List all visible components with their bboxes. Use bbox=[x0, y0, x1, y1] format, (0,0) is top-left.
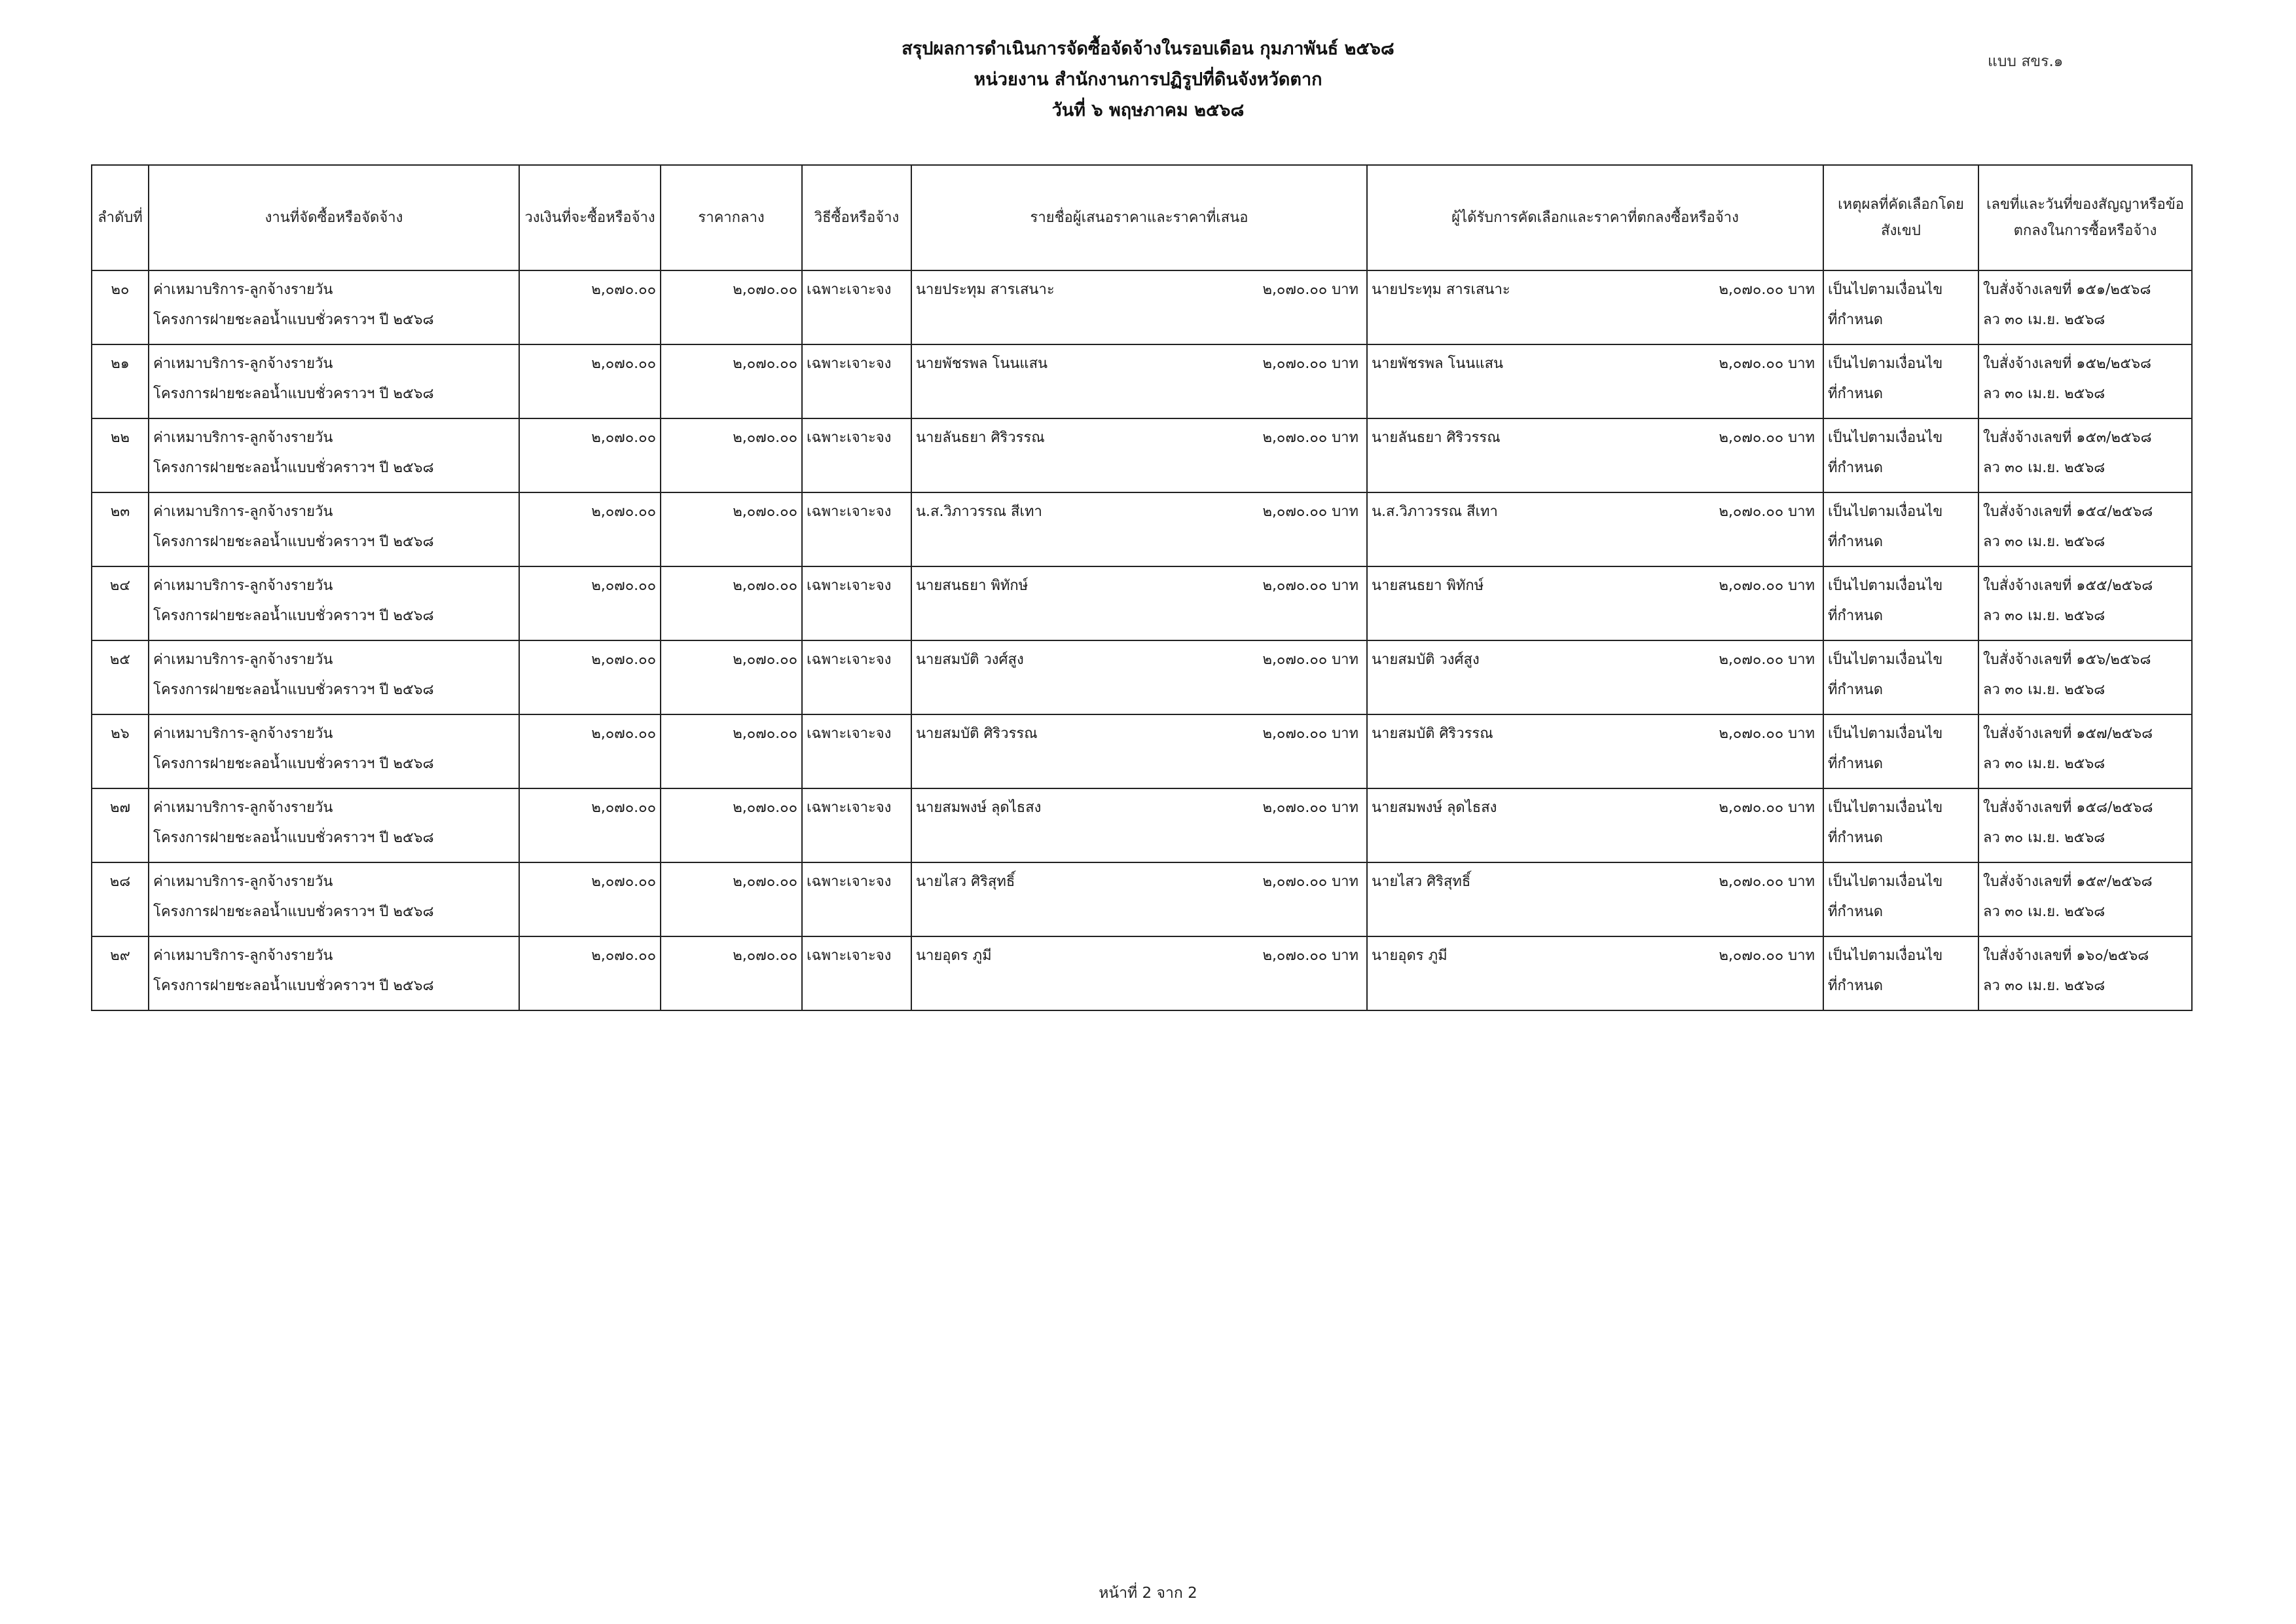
cell-reason bbox=[1823, 640, 1978, 714]
row-number: ๒๙ bbox=[110, 948, 130, 964]
winner-price: ๒,๐๗๐.๐๐ บาท bbox=[1719, 430, 1815, 446]
method-value: เฉพาะเจาะจง bbox=[807, 874, 892, 890]
cell-work bbox=[149, 788, 519, 862]
cell-contract bbox=[1978, 566, 2192, 640]
reason-line-2: ที่กำหนด bbox=[1828, 534, 1884, 550]
contract-number: ใบสั่งจ้างเลขที่ ๑๕๕/๒๕๖๘ bbox=[1983, 578, 2153, 594]
work-project: โครงการฝายชะลอน้ำแบบชั่วคราวฯ ปี ๒๕๖๘ bbox=[153, 682, 434, 698]
reason-line-2: ที่กำหนด bbox=[1828, 904, 1884, 920]
bidder-price: ๒,๐๗๐.๐๐ บาท bbox=[1262, 578, 1358, 594]
budget-value: ๒,๐๗๐.๐๐ bbox=[591, 726, 656, 742]
page-number: หน้าที่ 2 จาก 2 bbox=[1099, 1585, 1197, 1602]
contract-number: ใบสั่งจ้างเลขที่ ๑๕๒/๒๕๖๘ bbox=[1983, 356, 2152, 372]
work-project: โครงการฝายชะลอน้ำแบบชั่วคราวฯ ปี ๒๕๖๘ bbox=[153, 534, 434, 550]
table-row bbox=[92, 936, 2192, 1010]
bidder-price: ๒,๐๗๐.๐๐ บาท bbox=[1262, 948, 1358, 964]
budget-value: ๒,๐๗๐.๐๐ bbox=[591, 800, 656, 816]
cell-bidder bbox=[911, 492, 1367, 566]
cell-method bbox=[802, 270, 911, 344]
cell-no bbox=[92, 270, 149, 344]
cell-bidder bbox=[911, 862, 1367, 936]
contract-date: ลว ๓๐ เม.ย. ๒๕๖๘ bbox=[1983, 608, 2105, 624]
work-title: ค่าเหมาบริการ-ลูกจ้างรายวัน bbox=[153, 800, 333, 816]
work-project: โครงการฝายชะลอน้ำแบบชั่วคราวฯ ปี ๒๕๖๘ bbox=[153, 978, 434, 994]
procurement-table bbox=[91, 164, 2193, 1011]
cell-winner bbox=[1367, 640, 1823, 714]
cell-no bbox=[92, 492, 149, 566]
median-price-value: ๒,๐๗๐.๐๐ bbox=[733, 726, 797, 742]
bidder-price: ๒,๐๗๐.๐๐ บาท bbox=[1262, 800, 1358, 816]
work-title: ค่าเหมาบริการ-ลูกจ้างรายวัน bbox=[153, 578, 333, 594]
contract-date: ลว ๓๐ เม.ย. ๒๕๖๘ bbox=[1983, 830, 2105, 846]
row-number: ๒๔ bbox=[109, 578, 131, 594]
cell-reason bbox=[1823, 714, 1978, 788]
cell-budget bbox=[519, 492, 661, 566]
column-header-reason: เหตุผลที่คัดเลือกโดยสังเขป bbox=[1823, 165, 1978, 270]
work-title: ค่าเหมาบริการ-ลูกจ้างรายวัน bbox=[153, 430, 333, 446]
cell-method bbox=[802, 714, 911, 788]
cell-budget bbox=[519, 640, 661, 714]
cell-contract bbox=[1978, 418, 2192, 492]
bidder-name: นายไสว ศิริสุทธิ์ bbox=[916, 874, 1015, 890]
table-row bbox=[92, 788, 2192, 862]
winner-name: น.ส.วิภาวรรณ สีเทา bbox=[1372, 504, 1498, 520]
work-project: โครงการฝายชะลอน้ำแบบชั่วคราวฯ ปี ๒๕๖๘ bbox=[153, 386, 434, 402]
cell-work bbox=[149, 270, 519, 344]
contract-date: ลว ๓๐ เม.ย. ๒๕๖๘ bbox=[1983, 978, 2105, 994]
median-price-value: ๒,๐๗๐.๐๐ bbox=[733, 578, 797, 594]
cell-no bbox=[92, 788, 149, 862]
bidder-price: ๒,๐๗๐.๐๐ บาท bbox=[1262, 504, 1358, 520]
bidder-name: น.ส.วิภาวรรณ สีเทา bbox=[916, 504, 1042, 520]
contract-number: ใบสั่งจ้างเลขที่ ๑๕๑/๒๕๖๘ bbox=[1983, 282, 2151, 298]
cell-reason bbox=[1823, 862, 1978, 936]
budget-value: ๒,๐๗๐.๐๐ bbox=[591, 578, 656, 594]
bidder-name: นายลันธยา ศิริวรรณ bbox=[916, 430, 1045, 446]
cell-budget bbox=[519, 936, 661, 1010]
cell-method bbox=[802, 492, 911, 566]
cell-reason bbox=[1823, 418, 1978, 492]
method-value: เฉพาะเจาะจง bbox=[807, 948, 892, 964]
work-title: ค่าเหมาบริการ-ลูกจ้างรายวัน bbox=[153, 356, 333, 372]
winner-price: ๒,๐๗๐.๐๐ บาท bbox=[1719, 578, 1815, 594]
bidder-name: นายสมบัติ วงศ์สูง bbox=[916, 652, 1024, 668]
cell-median bbox=[661, 788, 802, 862]
contract-number: ใบสั่งจ้างเลขที่ ๑๕๙/๒๕๖๘ bbox=[1983, 874, 2153, 890]
cell-bidder bbox=[911, 344, 1367, 418]
method-value: เฉพาะเจาะจง bbox=[807, 578, 892, 594]
cell-reason bbox=[1823, 566, 1978, 640]
work-project: โครงการฝายชะลอน้ำแบบชั่วคราวฯ ปี ๒๕๖๘ bbox=[153, 904, 434, 920]
median-price-value: ๒,๐๗๐.๐๐ bbox=[733, 430, 797, 446]
bidder-name: นายสมพงษ์ ลุดไธสง bbox=[916, 800, 1042, 816]
table-row bbox=[92, 566, 2192, 640]
reason-line-1: เป็นไปตามเงื่อนไข bbox=[1828, 282, 1943, 298]
cell-method bbox=[802, 418, 911, 492]
winner-price: ๒,๐๗๐.๐๐ บาท bbox=[1719, 948, 1815, 964]
bidder-price: ๒,๐๗๐.๐๐ บาท bbox=[1262, 282, 1358, 298]
reason-line-1: เป็นไปตามเงื่อนไข bbox=[1828, 800, 1943, 816]
cell-bidder bbox=[911, 566, 1367, 640]
work-title: ค่าเหมาบริการ-ลูกจ้างรายวัน bbox=[153, 948, 333, 964]
cell-reason bbox=[1823, 270, 1978, 344]
work-project: โครงการฝายชะลอน้ำแบบชั่วคราวฯ ปี ๒๕๖๘ bbox=[153, 608, 434, 624]
method-value: เฉพาะเจาะจง bbox=[807, 800, 892, 816]
winner-name: นายสมบัติ วงศ์สูง bbox=[1372, 652, 1480, 668]
cell-work bbox=[149, 936, 519, 1010]
cell-budget bbox=[519, 862, 661, 936]
bidder-name: นายสนธยา พิทักษ์ bbox=[916, 578, 1029, 594]
cell-contract bbox=[1978, 270, 2192, 344]
column-header-contract: เลขที่และวันที่ของสัญญาหรือข้อตกลงในการซื้อหรือจ้าง bbox=[1978, 165, 2192, 270]
cell-bidder bbox=[911, 936, 1367, 1010]
bidder-name: นายพัชรพล โนนแสน bbox=[916, 356, 1048, 372]
cell-work bbox=[149, 566, 519, 640]
work-title: ค่าเหมาบริการ-ลูกจ้างรายวัน bbox=[153, 282, 333, 298]
cell-reason bbox=[1823, 344, 1978, 418]
row-number: ๒๓ bbox=[110, 504, 130, 520]
cell-budget bbox=[519, 418, 661, 492]
cell-work bbox=[149, 640, 519, 714]
column-header-method: วิธีซื้อหรือจ้าง bbox=[802, 165, 911, 270]
bidder-name: นายอุดร ภูมี bbox=[916, 948, 992, 964]
contract-number: ใบสั่งจ้างเลขที่ ๑๕๔/๒๕๖๘ bbox=[1983, 504, 2153, 520]
median-price-value: ๒,๐๗๐.๐๐ bbox=[733, 282, 797, 298]
bidder-price: ๒,๐๗๐.๐๐ บาท bbox=[1262, 356, 1358, 372]
cell-winner bbox=[1367, 566, 1823, 640]
table-row bbox=[92, 640, 2192, 714]
cell-reason bbox=[1823, 492, 1978, 566]
cell-contract bbox=[1978, 714, 2192, 788]
cell-median bbox=[661, 714, 802, 788]
cell-no bbox=[92, 344, 149, 418]
cell-no bbox=[92, 566, 149, 640]
contract-number: ใบสั่งจ้างเลขที่ ๑๕๗/๒๕๖๘ bbox=[1983, 726, 2153, 742]
winner-name: นายสมพงษ์ ลุดไธสง bbox=[1372, 800, 1497, 816]
median-price-value: ๒,๐๗๐.๐๐ bbox=[733, 800, 797, 816]
cell-method bbox=[802, 640, 911, 714]
cell-contract bbox=[1978, 492, 2192, 566]
cell-bidder bbox=[911, 418, 1367, 492]
winner-price: ๒,๐๗๐.๐๐ บาท bbox=[1719, 874, 1815, 890]
winner-price: ๒,๐๗๐.๐๐ บาท bbox=[1719, 726, 1815, 742]
winner-name: นายลันธยา ศิริวรรณ bbox=[1372, 430, 1501, 446]
cell-budget bbox=[519, 566, 661, 640]
contract-date: ลว ๓๐ เม.ย. ๒๕๖๘ bbox=[1983, 312, 2105, 328]
column-header-work: งานที่จัดซื้อหรือจัดจ้าง bbox=[149, 165, 519, 270]
cell-winner bbox=[1367, 418, 1823, 492]
method-value: เฉพาะเจาะจง bbox=[807, 504, 892, 520]
winner-price: ๒,๐๗๐.๐๐ บาท bbox=[1719, 282, 1815, 298]
winner-name: นายไสว ศิริสุทธิ์ bbox=[1372, 874, 1471, 890]
cell-bidder bbox=[911, 640, 1367, 714]
document-header bbox=[0, 38, 2296, 130]
reason-line-1: เป็นไปตามเงื่อนไข bbox=[1828, 504, 1943, 520]
contract-date: ลว ๓๐ เม.ย. ๒๕๖๘ bbox=[1983, 756, 2105, 772]
median-price-value: ๒,๐๗๐.๐๐ bbox=[733, 874, 797, 890]
reason-line-1: เป็นไปตามเงื่อนไข bbox=[1828, 874, 1943, 890]
reason-line-2: ที่กำหนด bbox=[1828, 608, 1884, 624]
cell-budget bbox=[519, 270, 661, 344]
cell-no bbox=[92, 418, 149, 492]
cell-no bbox=[92, 936, 149, 1010]
cell-winner bbox=[1367, 788, 1823, 862]
cell-method bbox=[802, 936, 911, 1010]
cell-contract bbox=[1978, 862, 2192, 936]
contract-number: ใบสั่งจ้างเลขที่ ๑๕๖/๒๕๖๘ bbox=[1983, 652, 2151, 668]
cell-median bbox=[661, 640, 802, 714]
table-row bbox=[92, 862, 2192, 936]
cell-method bbox=[802, 788, 911, 862]
cell-contract bbox=[1978, 788, 2192, 862]
median-price-value: ๒,๐๗๐.๐๐ bbox=[733, 652, 797, 668]
row-number: ๒๕ bbox=[109, 652, 131, 668]
work-title: ค่าเหมาบริการ-ลูกจ้างรายวัน bbox=[153, 874, 333, 890]
bidder-price: ๒,๐๗๐.๐๐ บาท bbox=[1262, 874, 1358, 890]
form-code: แบบ สขร.๑ bbox=[1988, 53, 2064, 70]
reason-line-2: ที่กำหนด bbox=[1828, 312, 1884, 328]
median-price-value: ๒,๐๗๐.๐๐ bbox=[733, 948, 797, 964]
cell-winner bbox=[1367, 714, 1823, 788]
budget-value: ๒,๐๗๐.๐๐ bbox=[591, 504, 656, 520]
cell-winner bbox=[1367, 862, 1823, 936]
work-project: โครงการฝายชะลอน้ำแบบชั่วคราวฯ ปี ๒๕๖๘ bbox=[153, 460, 434, 476]
winner-price: ๒,๐๗๐.๐๐ บาท bbox=[1719, 652, 1815, 668]
table-row bbox=[92, 344, 2192, 418]
cell-work bbox=[149, 862, 519, 936]
budget-value: ๒,๐๗๐.๐๐ bbox=[591, 282, 656, 298]
cell-median bbox=[661, 344, 802, 418]
bidder-price: ๒,๐๗๐.๐๐ บาท bbox=[1262, 652, 1358, 668]
row-number: ๒๐ bbox=[111, 282, 130, 298]
budget-value: ๒,๐๗๐.๐๐ bbox=[591, 430, 656, 446]
cell-contract bbox=[1978, 344, 2192, 418]
column-header-winner: ผู้ได้รับการคัดเลือกและราคาที่ตกลงซื้อหรือจ้าง bbox=[1367, 165, 1823, 270]
winner-name: นายพัชรพล โนนแสน bbox=[1372, 356, 1504, 372]
cell-contract bbox=[1978, 936, 2192, 1010]
cell-work bbox=[149, 714, 519, 788]
reason-line-1: เป็นไปตามเงื่อนไข bbox=[1828, 652, 1943, 668]
reason-line-2: ที่กำหนด bbox=[1828, 682, 1884, 698]
cell-median bbox=[661, 862, 802, 936]
work-project: โครงการฝายชะลอน้ำแบบชั่วคราวฯ ปี ๒๕๖๘ bbox=[153, 756, 434, 772]
row-number: ๒๑ bbox=[111, 356, 130, 372]
table-row bbox=[92, 492, 2192, 566]
budget-value: ๒,๐๗๐.๐๐ bbox=[591, 874, 656, 890]
table-body bbox=[92, 270, 2192, 1010]
work-title: ค่าเหมาบริการ-ลูกจ้างรายวัน bbox=[153, 504, 333, 520]
cell-median bbox=[661, 270, 802, 344]
cell-budget bbox=[519, 714, 661, 788]
contract-number: ใบสั่งจ้างเลขที่ ๑๕๘/๒๕๖๘ bbox=[1983, 800, 2153, 816]
column-header-no: ลำดับที่ bbox=[92, 165, 149, 270]
work-title: ค่าเหมาบริการ-ลูกจ้างรายวัน bbox=[153, 652, 333, 668]
median-price-value: ๒,๐๗๐.๐๐ bbox=[733, 356, 797, 372]
cell-reason bbox=[1823, 936, 1978, 1010]
winner-name: นายสมบัติ ศิริวรรณ bbox=[1372, 726, 1493, 742]
method-value: เฉพาะเจาะจง bbox=[807, 652, 892, 668]
table-header-row bbox=[92, 165, 2192, 270]
row-number: ๒๖ bbox=[111, 726, 130, 742]
reason-line-2: ที่กำหนด bbox=[1828, 386, 1884, 402]
reason-line-2: ที่กำหนด bbox=[1828, 460, 1884, 476]
cell-winner bbox=[1367, 492, 1823, 566]
row-number: ๒๗ bbox=[109, 800, 131, 816]
work-project: โครงการฝายชะลอน้ำแบบชั่วคราวฯ ปี ๒๕๖๘ bbox=[153, 830, 434, 846]
cell-median bbox=[661, 492, 802, 566]
reason-line-2: ที่กำหนด bbox=[1828, 756, 1884, 772]
budget-value: ๒,๐๗๐.๐๐ bbox=[591, 356, 656, 372]
reason-line-1: เป็นไปตามเงื่อนไข bbox=[1828, 726, 1943, 742]
reason-line-1: เป็นไปตามเงื่อนไข bbox=[1828, 948, 1943, 964]
cell-bidder bbox=[911, 270, 1367, 344]
cell-median bbox=[661, 936, 802, 1010]
cell-no bbox=[92, 862, 149, 936]
winner-price: ๒,๐๗๐.๐๐ บาท bbox=[1719, 504, 1815, 520]
budget-value: ๒,๐๗๐.๐๐ bbox=[591, 652, 656, 668]
contract-date: ลว ๓๐ เม.ย. ๒๕๖๘ bbox=[1983, 534, 2105, 550]
contract-date: ลว ๓๐ เม.ย. ๒๕๖๘ bbox=[1983, 460, 2105, 476]
cell-bidder bbox=[911, 788, 1367, 862]
cell-winner bbox=[1367, 344, 1823, 418]
contract-number: ใบสั่งจ้างเลขที่ ๑๖๐/๒๕๖๘ bbox=[1983, 948, 2149, 964]
reason-line-1: เป็นไปตามเงื่อนไข bbox=[1828, 578, 1943, 594]
cell-reason bbox=[1823, 788, 1978, 862]
document-title: สรุปผลการดำเนินการจัดซื้อจัดจ้างในรอบเดือน กุมภาพันธ์ ๒๕๖๘ bbox=[902, 39, 1394, 59]
median-price-value: ๒,๐๗๐.๐๐ bbox=[733, 504, 797, 520]
table-row bbox=[92, 714, 2192, 788]
report-date: วันที่ ๖ พฤษภาคม ๒๕๖๘ bbox=[1051, 100, 1245, 120]
winner-price: ๒,๐๗๐.๐๐ บาท bbox=[1719, 356, 1815, 372]
method-value: เฉพาะเจาะจง bbox=[807, 282, 892, 298]
reason-line-1: เป็นไปตามเงื่อนไข bbox=[1828, 356, 1943, 372]
winner-name: นายประทุม สารเสนาะ bbox=[1372, 282, 1510, 298]
method-value: เฉพาะเจาะจง bbox=[807, 726, 892, 742]
table-row bbox=[92, 270, 2192, 344]
work-title: ค่าเหมาบริการ-ลูกจ้างรายวัน bbox=[153, 726, 333, 742]
bidder-name: นายประทุม สารเสนาะ bbox=[916, 282, 1055, 298]
method-value: เฉพาะเจาะจง bbox=[807, 430, 892, 446]
cell-method bbox=[802, 344, 911, 418]
cell-no bbox=[92, 640, 149, 714]
winner-name: นายอุดร ภูมี bbox=[1372, 948, 1448, 964]
contract-date: ลว ๓๐ เม.ย. ๒๕๖๘ bbox=[1983, 904, 2105, 920]
cell-bidder bbox=[911, 714, 1367, 788]
cell-winner bbox=[1367, 270, 1823, 344]
reason-line-2: ที่กำหนด bbox=[1828, 978, 1884, 994]
contract-date: ลว ๓๐ เม.ย. ๒๕๖๘ bbox=[1983, 386, 2105, 402]
cell-contract bbox=[1978, 640, 2192, 714]
column-header-bidders: รายชื่อผู้เสนอราคาและราคาที่เสนอ bbox=[911, 165, 1367, 270]
row-number: ๒๘ bbox=[109, 874, 131, 890]
cell-budget bbox=[519, 788, 661, 862]
work-project: โครงการฝายชะลอน้ำแบบชั่วคราวฯ ปี ๒๕๖๘ bbox=[153, 312, 434, 328]
cell-work bbox=[149, 344, 519, 418]
cell-method bbox=[802, 566, 911, 640]
reason-line-2: ที่กำหนด bbox=[1828, 830, 1884, 846]
method-value: เฉพาะเจาะจง bbox=[807, 356, 892, 372]
cell-method bbox=[802, 862, 911, 936]
winner-price: ๒,๐๗๐.๐๐ บาท bbox=[1719, 800, 1815, 816]
cell-no bbox=[92, 714, 149, 788]
contract-number: ใบสั่งจ้างเลขที่ ๑๕๓/๒๕๖๘ bbox=[1983, 430, 2152, 446]
bidder-price: ๒,๐๗๐.๐๐ บาท bbox=[1262, 430, 1358, 446]
cell-work bbox=[149, 418, 519, 492]
budget-value: ๒,๐๗๐.๐๐ bbox=[591, 948, 656, 964]
row-number: ๒๒ bbox=[110, 430, 130, 446]
cell-median bbox=[661, 566, 802, 640]
column-header-budget: วงเงินที่จะซื้อหรือจ้าง bbox=[519, 165, 661, 270]
winner-name: นายสนธยา พิทักษ์ bbox=[1372, 578, 1484, 594]
cell-work bbox=[149, 492, 519, 566]
cell-winner bbox=[1367, 936, 1823, 1010]
column-header-median-price: ราคากลาง bbox=[661, 165, 802, 270]
bidder-price: ๒,๐๗๐.๐๐ บาท bbox=[1262, 726, 1358, 742]
reason-line-1: เป็นไปตามเงื่อนไข bbox=[1828, 430, 1943, 446]
cell-budget bbox=[519, 344, 661, 418]
cell-median bbox=[661, 418, 802, 492]
agency-name: หน่วยงาน สำนักงานการปฏิรูปที่ดินจังหวัดตาก bbox=[974, 69, 1322, 90]
bidder-name: นายสมบัติ ศิริวรรณ bbox=[916, 726, 1038, 742]
table-row bbox=[92, 418, 2192, 492]
contract-date: ลว ๓๐ เม.ย. ๒๕๖๘ bbox=[1983, 682, 2105, 698]
